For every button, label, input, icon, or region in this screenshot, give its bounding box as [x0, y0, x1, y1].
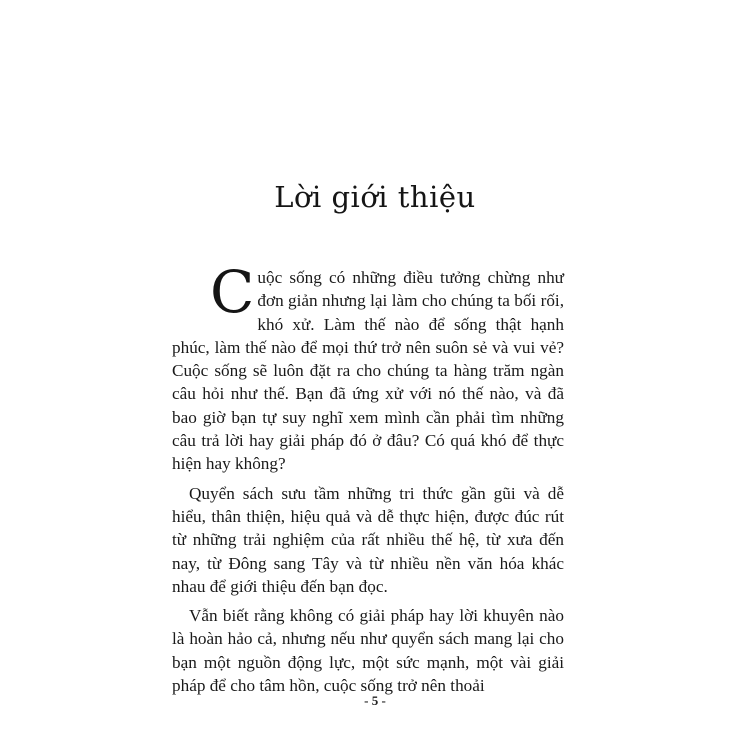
body-text — [172, 258, 564, 697]
paragraph-2: Quyển sách sưu tầm những tri thức gần gũi và dễ hiểu, thân thiện, hiệu quả và dễ thực hiện, được đúc rút từ những trải nghiệm của rất nhiều thế hệ, từ xưa đến nay, từ Đông sang Tây và từ nhiều nền văn hóa khác nhau để giới thiệu đến bạn đọc. — [172, 483, 564, 596]
paragraph-3: Vẫn biết rằng không có giải pháp hay lời khuyên nào là hoàn hảo cả, nhưng nếu như quyển sách mang lại cho bạn một nguồn động lực, một sức mạnh, một vài giải pháp để cho tâm hồn, cuộc sống trở nên thoải — [172, 606, 564, 696]
drop-cap: C — [210, 258, 255, 326]
paragraph-1-text: uộc sống có những điều tưởng chừng như đơn giản nhưng lại làm cho chúng ta bối rối, khó xử. Làm thế nào để sống thật hạnh phúc, làm thế nào để mọi thứ trở nên suôn sẻ và vui vẻ? Cuộc sống sẽ luôn đặt ra cho chúng ta hàng trăm ngàn câu hỏi như thế. Bạn đã ứng xử với nó thế nào, và đã bao giờ bạn tự suy nghĩ xem mình cần phải tìm những câu trả lời hay giải pháp đó ở đâu? Có quá khó để thực hiện hay không? — [172, 268, 564, 474]
page-number: - 5 - — [364, 693, 386, 708]
paragraph-1 — [172, 258, 564, 476]
chapter-title: Lời giới thiệu — [274, 180, 476, 214]
